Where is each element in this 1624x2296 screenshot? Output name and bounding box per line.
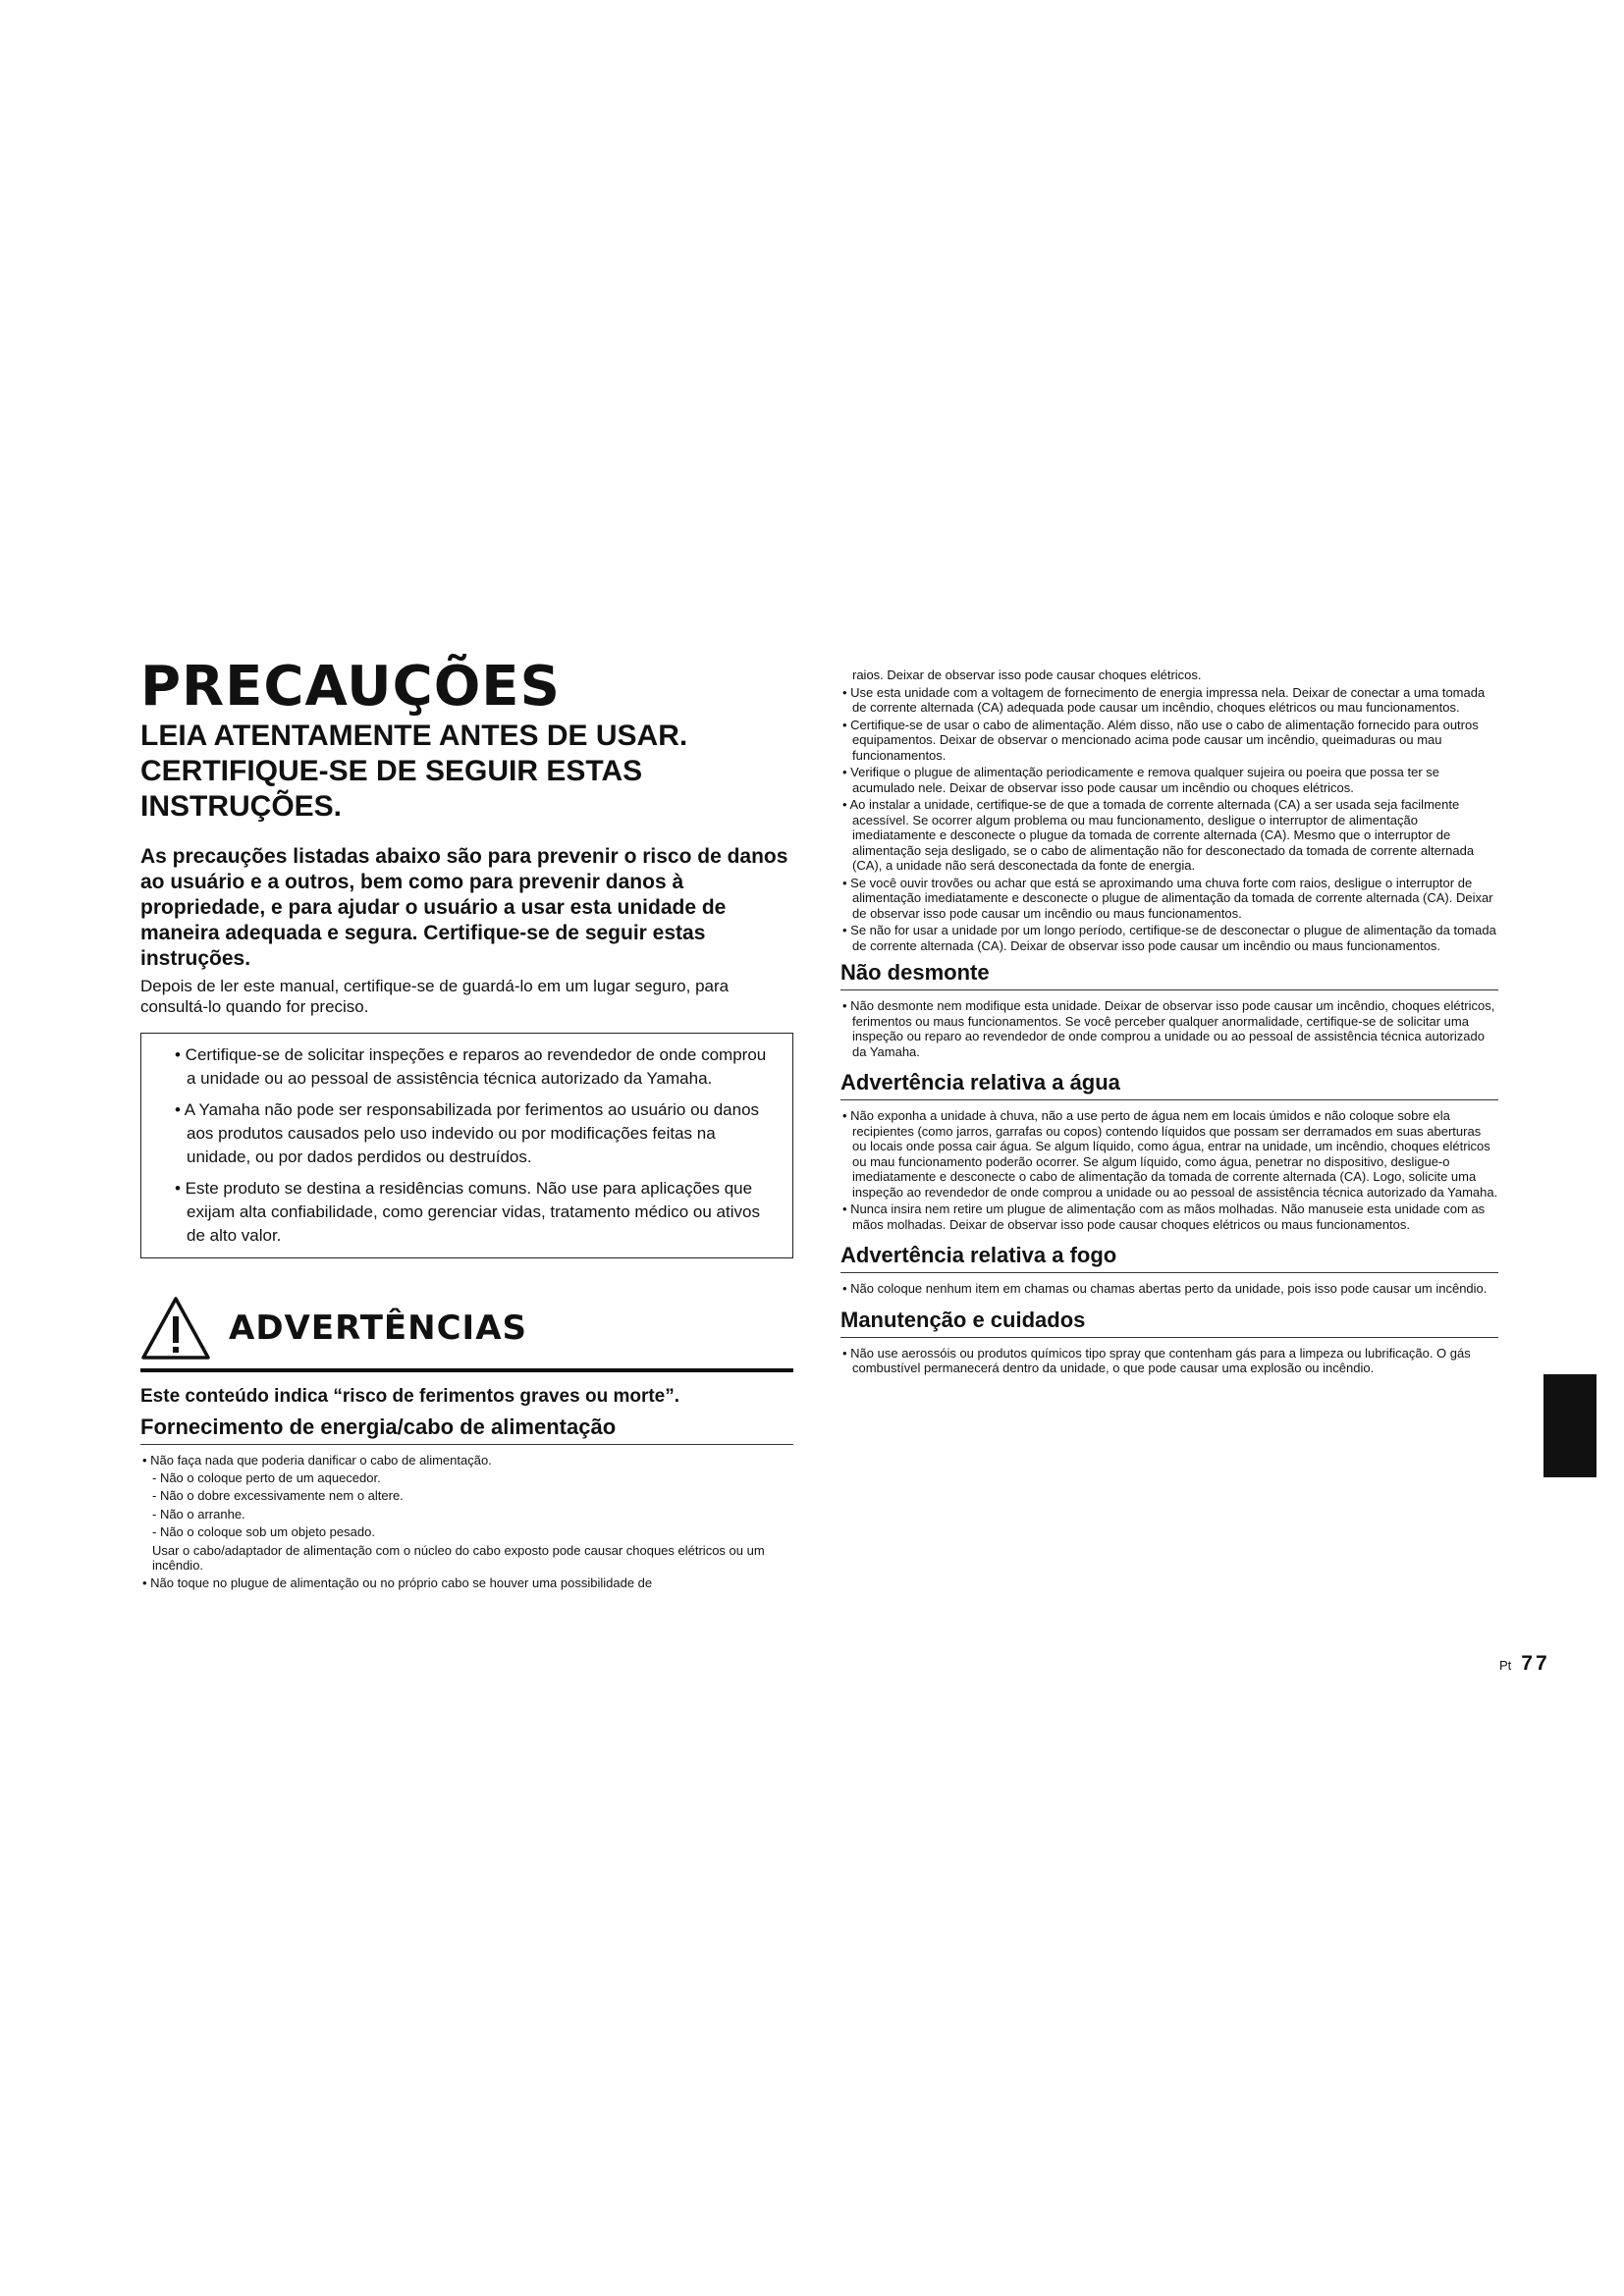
list-item-continuation: Usar o cabo/adaptador de alimentação com o núcleo do cabo exposto pode causar choques elétricos ou um incêndio.	[152, 1542, 765, 1573]
list-item: • Não desmonte nem modifique esta unidade. Deixar de observar isso pode causar um incêndio, choques elétricos, ferimentos ou maus funcionamentos. Se você perceber qualquer anormalidade, certifique-se de solicitar uma inspeção ou reparo ao revendedor de onde comprou a unidade ou ao pessoal de assistência técnica autorizado da Yamaha.	[842, 998, 1495, 1059]
sub-item: - Não o coloque perto de um aquecedor.	[152, 1469, 381, 1485]
list-item: • Não coloque nenhum item em chamas ou chamas abertas perto da unidade, pois isso pode causar um incêndio.	[842, 1281, 1488, 1296]
intro-bold-text: As precauções listadas abaixo são para prevenir o risco de danos ao usuário e a outros, bem como para prevenir danos à propriedade, e para ajudar o usuário a usar esta unidade de maneira adequada e segura. Certifique-se de seguir estas instruções.	[140, 845, 788, 970]
list-item-continuation: raios. Deixar de observar isso pode causar choques elétricos.	[852, 667, 1202, 682]
warning-description: Este conteúdo indica “risco de ferimentos graves ou morte”.	[140, 1386, 680, 1407]
list-item: • Ao instalar a unidade, certifique-se de que a tomada de corrente alternada (CA) a ser usada seja facilmente acessível. Se ocorrer algum problema ou mau funcionamento, desligue o interruptor de alimentação imediatamente e desconecte o plugue da tomada de corrente alternada (CA). Mesmo que o interruptor de alimentação seja desligado, se o cabo de alimentação não for desconectado da tomada de corrente alternada (CA), a unidade não será desconectada da fonte de energia.	[842, 797, 1475, 873]
list-item: • Certifique-se de usar o cabo de alimentação. Além disso, não use o cabo de alimentação fornecido para outros equipamentos. Deixar de observar o mencionado acima pode causar um incêndio, queimaduras ou mau funcionamentos.	[842, 717, 1479, 763]
list-item: • Use esta unidade com a voltagem de fornecimento de energia impressa nela. Deixar de conectar a uma tomada de corrente alternada (CA) adequada pode causar um incêndio, choques elétricos ou mau funcionamentos.	[842, 684, 1486, 715]
list-item: • Não exponha a unidade à chuva, não a use perto de água nem em locais úmidos e não coloque sobre ela recipientes (como jarros, garrafas ou copos) contendo líquidos que possam ser derramados em suas aberturas ou locais onde possa cair água. Se algum líquido, como água, entrar na unidade, um incêndio, choques elétricos ou mau funcionamento poderão ocorrer. Se algum líquido, como água, penetrar no dispositivo, desligue-o imediatamente e desconecte o cabo de alimentação da tomada de corrente alternada (CA). Logo, solicite uma inspeção ao revendedor de onde comprou a unidade ou ao pessoal de assistência técnica autorizado da Yamaha.	[842, 1108, 1498, 1200]
page-subtitle: LEIA ATENTAMENTE ANTES DE USAR. CERTIFIQUE-SE DE SEGUIR ESTAS INSTRUÇÕES.	[140, 720, 688, 823]
language-code: Pt	[1499, 1658, 1512, 1673]
chapter-tab-marker	[1543, 1374, 1597, 1477]
page-footer	[1499, 1652, 1550, 1676]
list-item: • Nunca insira nem retire um plugue de alimentação com as mãos molhadas. Não manuseie esta unidade com as mãos molhadas. Deixar de observar isso pode causar choques elétricos ou maus funcionamentos.	[842, 1201, 1486, 1232]
list-item: • Verifique o plugue de alimentação periodicamente e remova qualquer sujeira ou poeira que possa ter se acumulado nele. Deixar de observar isso pode causar um incêndio ou choques elétricos.	[842, 765, 1439, 795]
section-heading-disassemble: Não desmonte	[840, 959, 1498, 990]
fire-section	[840, 1242, 1498, 1297]
notice-item: • A Yamaha não pode ser responsabilizada por ferimentos ao usuário ou danos aos produtos causados pelo uso indevido ou por modificações feitas na unidade, ou por dados perdidos ou destruídos.	[175, 1100, 760, 1166]
left-column	[140, 655, 793, 1600]
list-item: • Se você ouvir trovões ou achar que está se aproximando uma chuva forte com raios, desligue o interruptor de alimentação imediatamente e desconecte o plugue de alimentação da tomada de corrente alternada (CA). Deixar de observar isso pode causar um incêndio ou maus funcionamentos.	[842, 875, 1493, 921]
notice-item: • Certifique-se de solicitar inspeções e reparos ao revendedor de onde comprou a unidade ou ao pessoal de assistência técnica autorizado da Yamaha.	[175, 1045, 767, 1088]
warning-triangle-icon	[140, 1295, 211, 1362]
page-title: PRECAUÇÕES	[140, 655, 561, 719]
notice-item: • Este produto se destina a residências comuns. Não use para aplicações que exijam alta confiabilidade, como gerenciar vidas, tratamento médico ou ativos de alto valor.	[175, 1179, 760, 1245]
sub-item: - Não o coloque sob um objeto pesado.	[152, 1524, 375, 1539]
section-heading-maintenance: Manutenção e cuidados	[840, 1307, 1498, 1338]
list-item: • Não use aerossóis ou produtos químicos tipo spray que contenham gás para a limpeza ou lubrificação. O gás combustível permanecerá dentro da unidade, o que pode causar uma explosão ou incêndio.	[842, 1345, 1471, 1375]
section-heading-water: Advertência relativa a água	[840, 1069, 1498, 1100]
water-section	[840, 1069, 1498, 1232]
section-heading-fire: Advertência relativa a fogo	[840, 1242, 1498, 1273]
section-heading-power: Fornecimento de energia/cabo de alimentação	[140, 1414, 793, 1445]
power-section	[140, 1414, 793, 1590]
sub-item: - Não o arranhe.	[152, 1506, 245, 1522]
intro-plain-text: Depois de ler este manual, certifique-se de guardá-lo em um lugar seguro, para consultá-lo quando for preciso.	[140, 977, 730, 1016]
notice-box	[140, 1033, 793, 1258]
warning-heading	[140, 1292, 793, 1372]
disassemble-section	[840, 959, 1498, 1059]
warning-title: ADVERTÊNCIAS	[229, 1308, 528, 1348]
sub-item: - Não o dobre excessivamente nem o altere.	[152, 1488, 404, 1503]
right-column	[840, 667, 1498, 1386]
list-item: • Não toque no plugue de alimentação ou no próprio cabo se houver uma possibilidade de	[142, 1575, 653, 1590]
page-number: 77	[1521, 1652, 1550, 1675]
maintenance-section	[840, 1307, 1498, 1376]
list-item: • Não faça nada que poderia danificar o cabo de alimentação.	[142, 1453, 492, 1468]
list-item: • Se não for usar a unidade por um longo período, certifique-se de desconectar o plugue de alimentação da tomada de corrente alternada (CA). Deixar de observar isso pode causar um incêndio ou maus funcionamentos.	[842, 923, 1496, 953]
